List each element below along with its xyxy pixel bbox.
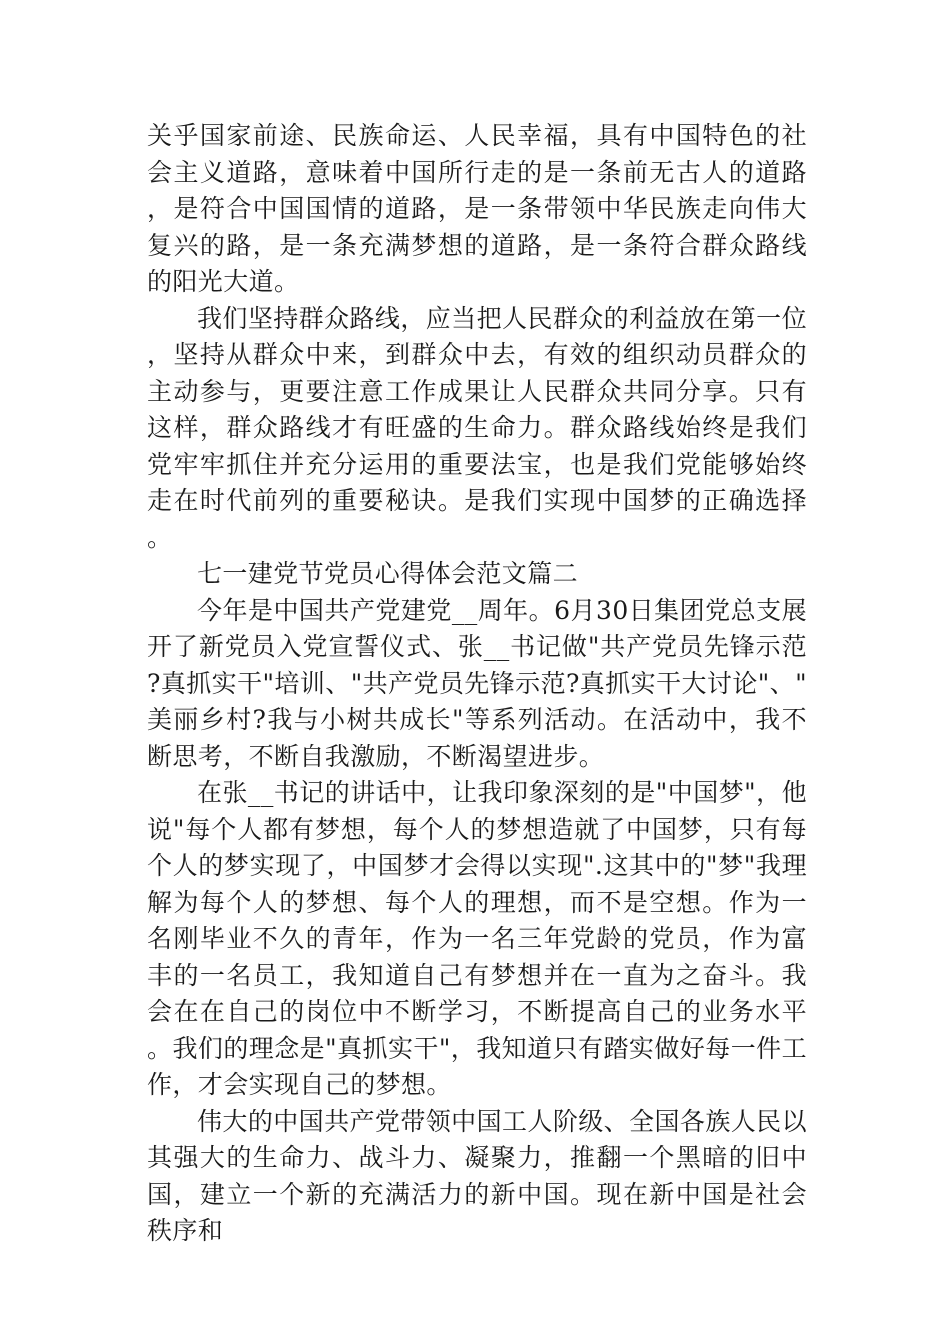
paragraph-4: 在张__书记的讲话中，让我印象深刻的是"中国梦"，他说"每个人都有梦想，每个人的梦想造就了中国梦，只有每个人的梦实现了，中国梦才会得以实现".这其中的"梦"我理解为每个人的梦想、每个人的理想，而不是空想。作为一名刚毕业不久的青年，作为一名三年党龄的党员，作为富丰的一名员工，我知道自己有梦想并在一直为之奋斗。我会在在自己的岗位中不断学习，不断提高自己的业务水平。我们的理念是"真抓实干"，我知道只有踏实做好每一件工作，才会实现自己的梦想。 [147,778,807,1099]
paragraph-2: 我们坚持群众路线，应当把人民群众的利益放在第一位，坚持从群众中来，到群众中去，有效的组织动员群众的主动参与，更要注意工作成果让人民群众共同分享。只有这样，群众路线才有旺盛的生命力。群众路线始终是我们党牢牢抓住并充分运用的重要法宝，也是我们党能够始终走在时代前列的重要秘诀。是我们实现中国梦的正确选择。 [147,303,807,552]
document-page [147,118,807,1250]
paragraph-1: 关乎国家前途、民族命运、人民幸福，具有中国特色的社会主义道路，意味着中国所行走的是一条前无古人的道路，是符合中国国情的道路，是一条带领中华民族走向伟大复兴的路，是一条充满梦想的道路，是一条符合群众路线的阳光大道。 [147,121,807,296]
paragraph-3: 今年是中国共产党建党__周年。6月30日集团党总支展开了新党员入党宣誓仪式、张__书记做"共产党员先锋示范?真抓实干"培训、"共产党员先锋示范?真抓实干大讨论"、"美丽乡村?我与小树共成长"等系列活动。在活动中，我不断思考，不断自我激励，不断渴望进步。 [147,595,807,771]
paragraph-5: 伟大的中国共产党带领中国工人阶级、全国各族人民以其强大的生命力、战斗力、凝聚力，推翻一个黑暗的旧中国，建立一个新的充满活力的新中国。现在新中国是社会秩序和 [147,1106,807,1245]
section-heading: 七一建党节党员心得体会范文篇二 [197,559,579,588]
